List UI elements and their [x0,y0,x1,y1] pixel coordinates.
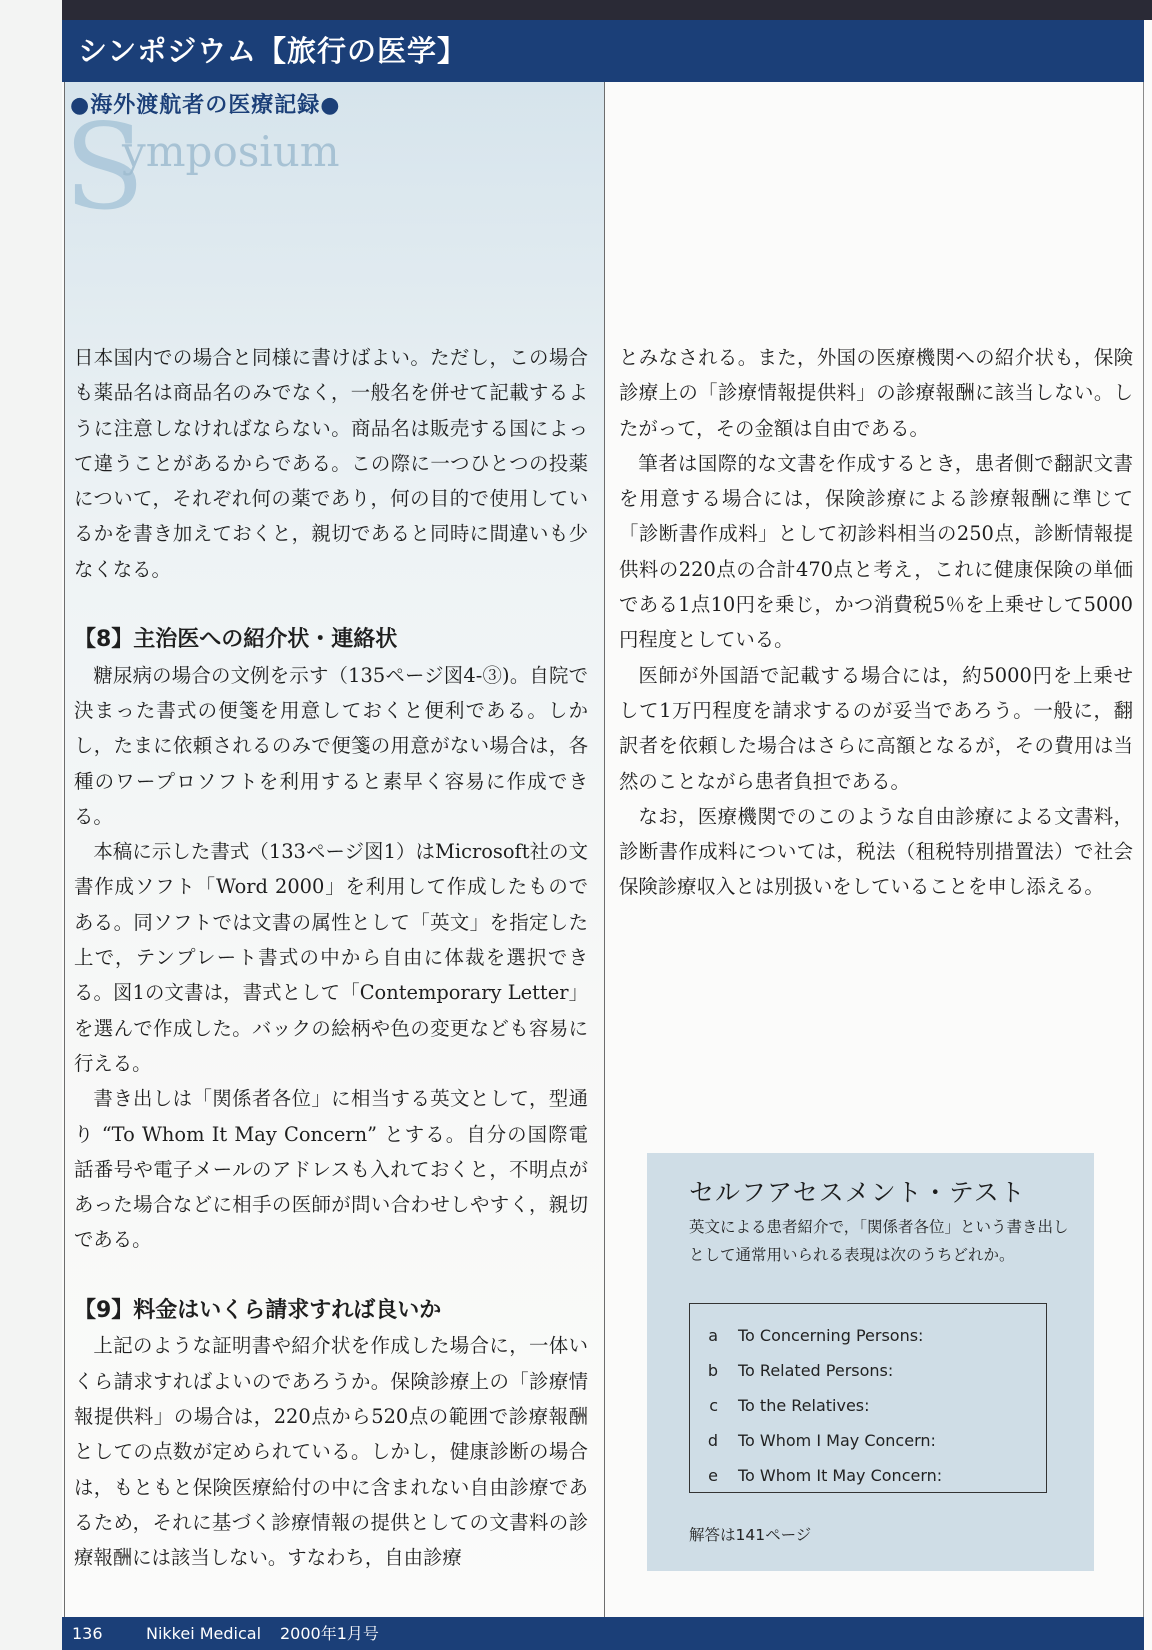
magazine-name: Nikkei Medical [146,1624,262,1643]
option-letter: a [708,1326,718,1345]
option-text: To Related Persons: [738,1361,894,1380]
section-subtitle: ●海外渡航者の医療記録● [70,93,341,118]
left-column [74,340,588,1575]
option-letter: e [708,1466,718,1485]
column-rule-left [64,82,65,1617]
section-heading-8: 【8】主治医への紹介状・連絡状 [74,627,398,653]
quiz-question: 英文による患者紹介で，「関係者各位」という書き出しとして通常用いられる表現は次のうちどれか。 [689,1218,1069,1264]
option-letter: b [707,1361,718,1380]
right-column [619,340,1133,905]
option-text: To Whom It May Concern: [738,1466,943,1485]
svg-text:ymposium: ymposium [122,127,340,176]
quiz-option-e [690,1458,1046,1493]
quiz-option-c [690,1388,1046,1423]
section-heading-9: 【9】料金はいくら請求すれば良いか [74,1298,442,1324]
issue-date: 2000年1月号 [280,1624,379,1643]
paragraph: なお，医療機関でのこのような自由診療による文書料，診断書作成料については，税法（租税特別措置法）で社会保険診療収入とは別扱いをしていることを申し添える。 [619,804,1133,899]
paragraph: 日本国内での場合と同様に書けばよい。ただし，この場合も薬品名は商品名のみでなく，一般名を併せて記載するように注意しなければならない。商品名は販売する国によって違うことがあるからである。この際に一つひとつの投薬について，それぞれ何の薬であり，何の目的で使用しているかを書き加えておくと，親切であると同時に間違いも少なくなる。 [74,346,588,581]
self-assessment-box [647,1153,1094,1571]
top-strip [62,0,1152,20]
paragraph: 上記のような証明書や紹介状を作成した場合に，一体いくら請求すればよいのであろうか。保険診療上の「診療情報提供料」の場合は，220点から520点の範囲で診療報酬としての点数が定められている。しかし，健康診断の場合は，もともと保険医療給付の中に含まれない自由診療であるため，それに基づく診療情報の提供としての文書料の診療報酬には該当しない。すなわち，自由診療 [74,1334,588,1570]
quiz-title: セルフアセスメント・テスト [689,1178,1026,1207]
option-text: To Whom I May Concern: [738,1431,936,1450]
quiz-option-a [690,1318,1046,1353]
option-text: To Concerning Persons: [738,1326,924,1345]
option-letter: d [707,1431,718,1450]
svg-text:S: S [64,104,145,224]
paragraph: 筆者は国際的な文書を作成するとき，患者側で翻訳文書を用意する場合には，保険診療による診療報酬に準じて「診断書作成料」として初診料相当の250点，診断情報提供料の220点の合計470点と考え，これに健康保険の単価である1点10円を乗じ，かつ消費税5％を上乗せして5000円程度としている。 [619,451,1133,652]
page-title: シンポジウム【旅行の医学】 [62,20,1144,82]
paragraph: 本稿に示した書式（133ページ図1）はMicrosoft社の文書作成ソフト「Word 2000」を利用して作成したものである。同ソフトでは文書の属性として「英文」を指定した上で，テンプレート書式の中から自由に体裁を選択できる。図1の文書は，書式として「Contemporary Letter」を選んで作成した。バックの絵柄や色の変更なども容易に行える。 [74,840,588,1075]
symposium-logo [64,104,384,224]
paragraph: 医師が外国語で記載する場合には，約5000円を上乗せして1万円程度を請求するのが妥当であろう。一般に，翻訳者を依頼した場合はさらに高額となるが，その費用は当然のことながら患者負担である。 [619,663,1133,793]
paragraph: 糖尿病の場合の文例を示す（135ページ図4-③)。自院で決まった書式の便箋を用意しておくと便利である。しかし，たまに依頼されるのみで便箋の用意がない場合は，各種のワープロソフトを利用すると素早く容易に作成できる。 [74,663,588,828]
quiz-answer-reference: 解答は141ページ [689,1526,812,1544]
paragraph: 書き出しは「関係者各位」に相当する英文として，型通り “To Whom It May Concern” とする。自分の国際電話番号や電子メールのアドレスも入れておくと，不明点があった場合などに相手の医師が問い合わせしやすく，親切である。 [74,1087,588,1252]
quiz-options [689,1303,1047,1493]
option-letter: c [709,1396,718,1415]
column-rule-right [1143,82,1144,1617]
paragraph: とみなされる。また，外国の医療機関への紹介状も，保険診療上の「診療情報提供料」の診療報酬に該当しない。したがって，その金額は自由である。 [619,346,1133,440]
column-divider [604,82,605,1617]
quiz-option-b [690,1353,1046,1388]
page-number: 136 [72,1624,103,1643]
footer [62,1617,1144,1650]
quiz-option-d [690,1423,1046,1458]
option-text: To the Relatives: [738,1396,870,1415]
